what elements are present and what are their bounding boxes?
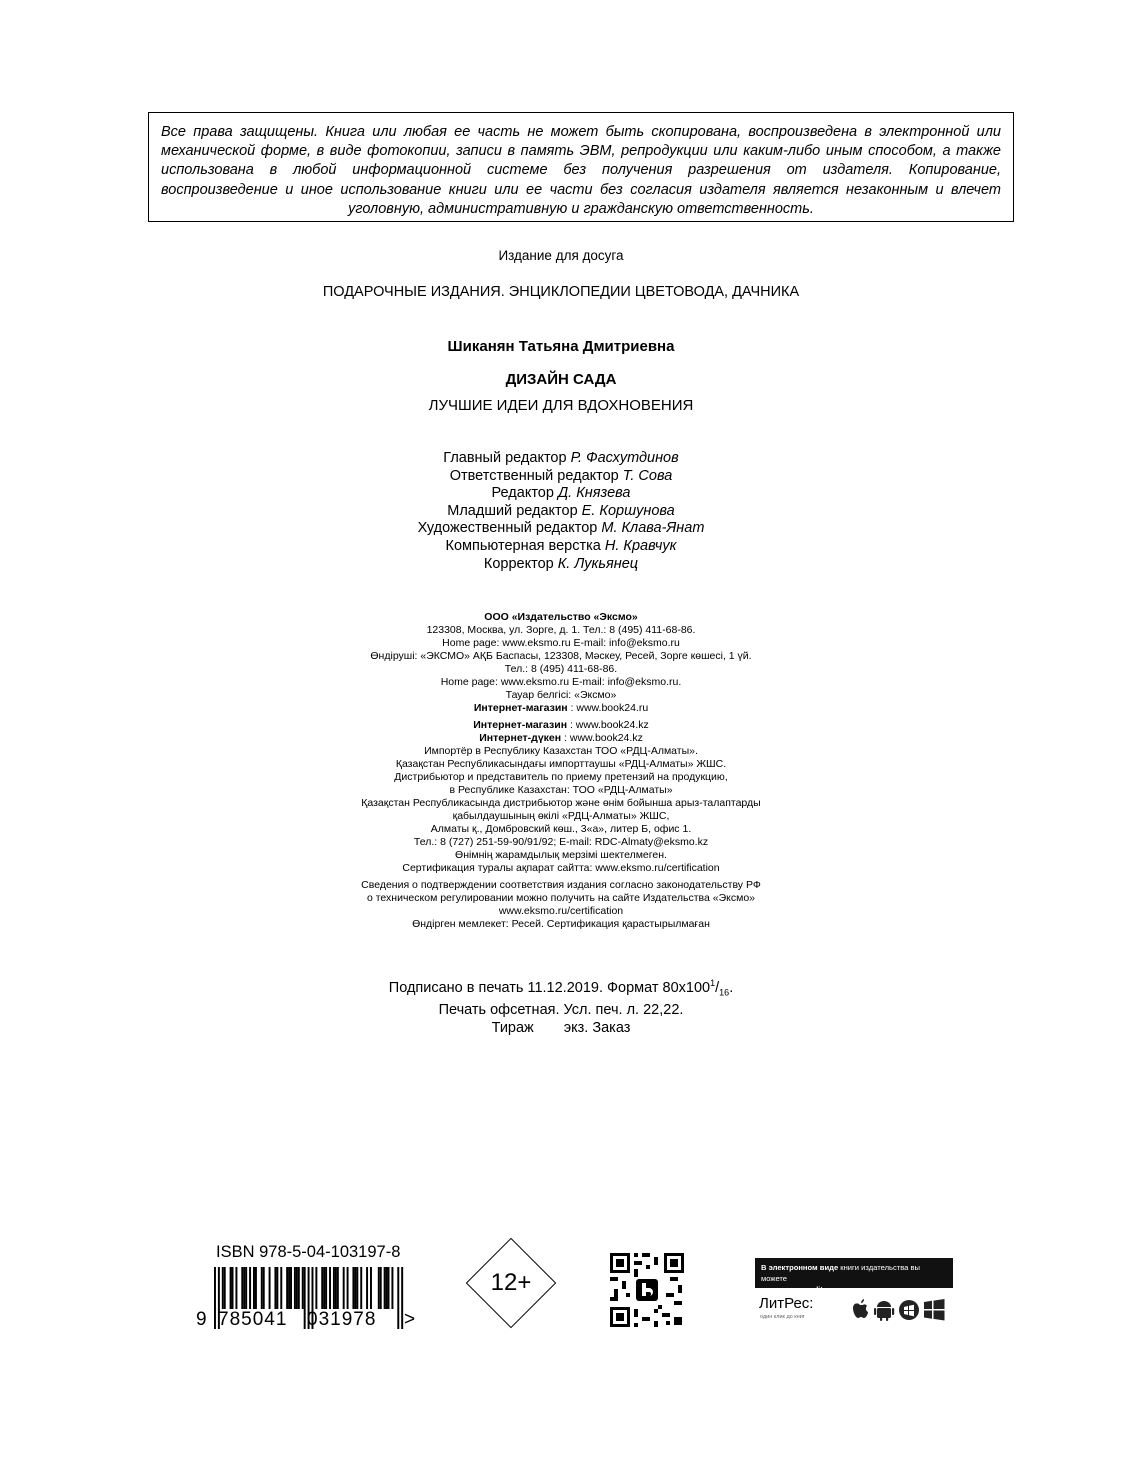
litres-slogan: один клик до книг xyxy=(760,1314,805,1320)
isbn-barcode xyxy=(196,1243,424,1333)
publisher-homepage: Home page: www.eksmo.ru E-mail: info@eksmo.ru xyxy=(442,637,680,649)
origin-country: Өндірген мемлекет: Ресей. Сертификация қарастырылмаған xyxy=(412,918,710,930)
book-title: ДИЗАЙН САДА xyxy=(505,371,617,388)
imprint-block xyxy=(0,611,1122,931)
apple-icon xyxy=(853,1299,868,1318)
author-name: Шиканян Татьяна Дмитриевна xyxy=(447,338,675,355)
almaty-contacts: Тел.: 8 (727) 251-59-90/91/92; E-mail: RDC-Almaty@eksmo.kz xyxy=(413,836,709,848)
genre-label: Издание для досуга xyxy=(498,248,624,263)
isbn-number: ISBN 978-5-04-103197-8 xyxy=(216,1243,401,1261)
qr-code-icon xyxy=(608,1251,686,1329)
publisher-address: 123308, Москва, ул. Зорге, д. 1. Тел.: 8 (495) 411-68-86. xyxy=(426,624,696,636)
staff-line: Редактор Д. Князева xyxy=(491,485,631,502)
staff-line: Главный редактор Р. Фасхутдинов xyxy=(443,450,679,466)
staff-line: Ответственный редактор Т. Сова xyxy=(449,467,673,484)
staff-line: Художественный редактор М. Клава-Янат xyxy=(417,520,705,537)
almaty-address: Алматы қ., Домбровский көш., 3«а», литер Б, офис 1. xyxy=(430,823,692,835)
shop-kz-2: Интернет-дүкен : www.book24.kz xyxy=(479,732,643,744)
importer-ru: Импортёр в Республику Казахстан ТОО «РДЦ-Алматы». xyxy=(424,745,698,757)
publisher-name: ООО «Издательство «Эксмо» xyxy=(484,611,638,623)
barcode-digits-left: 785041 xyxy=(218,1309,288,1330)
certification-kz: Сертификация туралы ақпарат сайтта: www.eksmo.ru/certification xyxy=(402,862,720,874)
distributor-kz-line-1: Қазақстан Республикасында дистрибьютор және өнім бойынша арыз-талаптарды xyxy=(361,797,761,809)
age-rating-badge xyxy=(465,1237,557,1329)
conformity-line-3: www.eksmo.ru/certification xyxy=(498,905,624,917)
staff-line: Младший редактор Е. Коршунова xyxy=(447,502,675,519)
age-rating: 12+ xyxy=(490,1269,532,1296)
printing-details xyxy=(0,975,1122,1037)
phone-kz: Тел.: 8 (495) 411-68-86. xyxy=(504,663,618,675)
series-label: ПОДАРОЧНЫЕ ИЗДАНИЯ. ЭНЦИКЛОПЕДИИ ЦВЕТОВОДА, ДАЧНИКА xyxy=(322,284,800,300)
litres-info-bar: В электронном виде книги издательства вы можете купить на www.litres.ru xyxy=(755,1258,953,1288)
copyright-notice-text: Все права защищены. Книга или любая ее часть не может быть скопирована, воспроизведена в электронной или механической форме, в виде фотокопии, записи в память ЭВМ, репродукции или каким-либо иным способом, а также использована в любой информационной системе без получения разрешения от издателя. Копирование, воспроизведение и иное использование книги или ее части без согласия издателя является незаконным и влечет уголовную, административную и гражданскую ответственность. xyxy=(161,124,1001,217)
importer-kz: Қазақстан Республикасындағы импорттаушы «РДЦ-Алматы» ЖШС. xyxy=(395,758,727,770)
distributor-kz-line-2: қабылдаушының өкілі «РДЦ-Алматы» ЖШС, xyxy=(452,810,670,822)
conformity-line-2: о техническом регулировании можно получить на сайте Издательства «Эксмо» xyxy=(366,892,755,904)
copyright-notice-box xyxy=(148,112,1014,222)
print-type: Печать офсетная. Усл. печ. л. 22,22. xyxy=(438,1002,684,1019)
distributor-line-2: в Республике Казахстан: ТОО «РДЦ-Алматы» xyxy=(449,784,673,796)
book-subtitle: ЛУЧШИЕ ИДЕИ ДЛЯ ВДОХНОВЕНИЯ xyxy=(428,397,694,414)
android-icon xyxy=(874,1301,894,1321)
shop-kz: Интернет-магазин : www.book24.kz xyxy=(473,719,649,731)
platform-icons xyxy=(850,1298,950,1322)
barcode-digit-quiet: > xyxy=(404,1309,416,1330)
staff-line: Компьютерная верстка Н. Кравчук xyxy=(445,537,677,554)
trademark: Тауар белгісі: «Эксмо» xyxy=(505,689,617,701)
litres-logo: ЛитРес: xyxy=(759,1295,814,1312)
staff-line: Корректор К. Лукьянец xyxy=(483,555,639,572)
conformity-line-1: Сведения о подтверждении соответствия издания согласно законодательству РФ xyxy=(361,879,761,891)
print-run: Тираж экз. Заказ xyxy=(491,1019,631,1036)
signed-to-print: Подписано в печать 11.12.2019. Формат $80x100^1/_{16}$. xyxy=(388,978,734,998)
shop-ru: Интернет-магазин : www.book24.ru xyxy=(473,702,649,714)
windows-icon xyxy=(924,1299,945,1321)
windows-phone-icon xyxy=(899,1300,919,1320)
barcode-digits-right: 031978 xyxy=(307,1309,377,1330)
editorial-staff xyxy=(0,450,1122,573)
manufacturer-kz: Өндіруші: «ЭКСМО» АҚБ Баспасы, 123308, Мәскеу, Ресей, Зорге көшесі, 1 үй. xyxy=(370,650,752,662)
shelf-life: Өнімнің жарамдылық мерзімі шектелмеген. xyxy=(455,849,667,861)
barcode-digit-prefix: 9 xyxy=(196,1309,207,1330)
homepage-kz: Home page: www.eksmo.ru E-mail: info@eksmo.ru. xyxy=(440,676,682,688)
litres-banner xyxy=(755,1258,953,1332)
distributor-line-1: Дистрибьютор и представитель по приему претензий на продукцию, xyxy=(394,771,728,783)
